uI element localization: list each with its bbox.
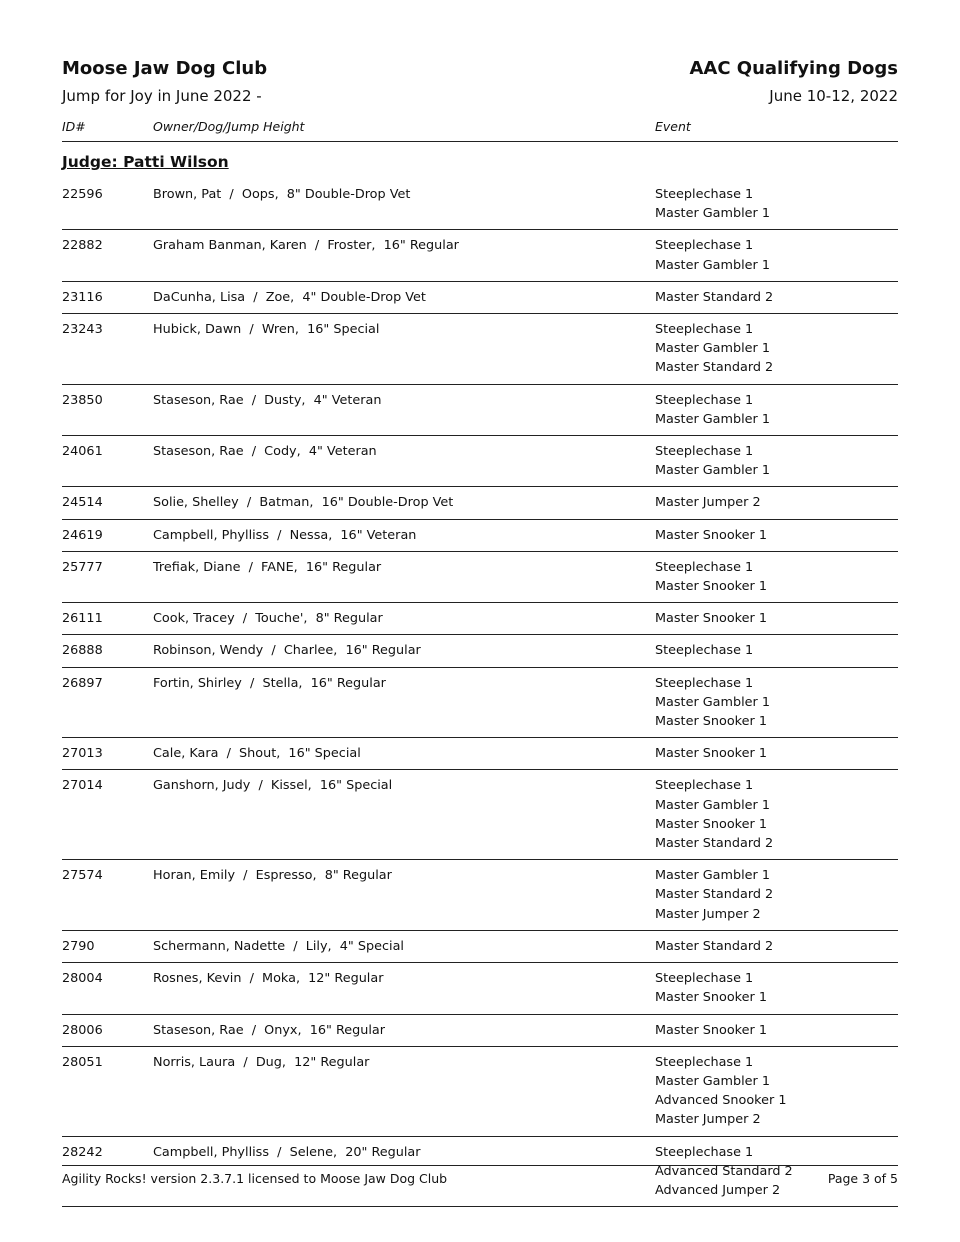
table-row (62, 635, 898, 667)
event-item: Steeplechase 1 (655, 392, 754, 408)
column-header-event: Event (655, 119, 691, 134)
row-id: 28006 (62, 1022, 103, 1038)
row-owner-dog: Brown, Pat / Oops, 8" Double-Drop Vet (153, 187, 411, 202)
table-row (62, 860, 898, 931)
row-owner-dog: Staseson, Rae / Onyx, 16" Regular (153, 1022, 386, 1038)
qualifying-dogs-table (62, 179, 898, 1207)
event-item: Master Jumper 2 (655, 906, 761, 922)
row-events (655, 493, 898, 512)
event-item: Master Standard 2 (655, 289, 774, 305)
table-row (62, 487, 898, 519)
row-id: 26888 (62, 643, 103, 659)
row-owner-dog: Campbell, Phylliss / Nessa, 16" Veteran (153, 527, 417, 543)
row-owner-dog: Trefiak, Diane / FANE, 16" Regular (153, 559, 382, 575)
row-owner-dog: Graham Banman, Karen / Froster, 16" Regular (153, 238, 459, 254)
row-id: 24061 (62, 444, 103, 460)
table-row (62, 314, 898, 385)
software-license: Agility Rocks! version 2.3.7.1 licensed to Moose Jaw Dog Club (62, 1171, 448, 1186)
row-owner-dog: Horan, Emily / Espresso, 8" Regular (153, 868, 392, 884)
page-number: Page 3 of 5 (827, 1171, 898, 1186)
table-row (62, 1047, 898, 1137)
row-events (655, 641, 898, 660)
row-events (655, 1053, 898, 1130)
row-owner-dog: Schermann, Nadette / Lily, 4" Special (153, 938, 404, 954)
row-id: 23116 (62, 289, 103, 305)
row-events (655, 391, 898, 429)
row-events (655, 969, 898, 1007)
event-item: Master Gambler 1 (655, 797, 771, 813)
event-item: Master Snooker 1 (655, 1022, 767, 1038)
report-page (62, 0, 898, 1242)
table-row (62, 436, 898, 487)
event-item: Steeplechase 1 (655, 971, 754, 987)
row-owner-dog: Ganshorn, Judy / Kissel, 16" Special (153, 778, 393, 794)
row-owner-dog: Hubick, Dawn / Wren, 16" Special (153, 322, 380, 338)
row-id: 27014 (62, 778, 103, 794)
row-id: 26897 (62, 675, 103, 691)
row-events (655, 558, 898, 596)
event-item: Master Snooker 1 (655, 579, 767, 595)
event-item: Master Snooker 1 (655, 714, 767, 730)
table-row (62, 552, 898, 603)
table-row (62, 603, 898, 635)
table-row (62, 770, 898, 860)
row-owner-dog: Cale, Kara / Shout, 16" Special (153, 746, 361, 762)
row-owner-dog: DaCunha, Lisa / Zoe, 4" Double-Drop Vet (153, 289, 426, 305)
row-events (655, 236, 898, 274)
event-item: Master Snooker 1 (655, 527, 767, 543)
report-title: AAC Qualifying Dogs (689, 58, 898, 79)
event-item: Steeplechase 1 (655, 1144, 754, 1160)
event-item: Master Gambler 1 (655, 463, 771, 479)
event-item: Master Gambler 1 (655, 206, 771, 222)
event-item: Master Jumper 2 (655, 1112, 761, 1128)
row-id: 25777 (62, 559, 103, 575)
row-owner-dog: Staseson, Rae / Cody, 4" Veteran (153, 444, 377, 460)
event-item: Advanced Standard 2 (655, 1163, 793, 1179)
row-owner-dog: Fortin, Shirley / Stella, 16" Regular (153, 675, 386, 691)
event-item: Steeplechase 1 (655, 1054, 754, 1070)
table-row (62, 179, 898, 230)
event-item: Master Standard 2 (655, 836, 774, 852)
trial-name: Jump for Joy in June 2022 - (62, 87, 262, 105)
table-row (62, 668, 898, 739)
event-item: Master Gambler 1 (655, 694, 771, 710)
table-row (62, 963, 898, 1014)
event-item: Master Gambler 1 (655, 1073, 771, 1089)
row-events (655, 320, 898, 378)
row-owner-dog: Rosnes, Kevin / Moka, 12" Regular (153, 971, 384, 987)
table-row (62, 738, 898, 770)
header-divider (62, 141, 898, 142)
event-item: Master Standard 2 (655, 360, 774, 376)
row-events (655, 442, 898, 480)
event-item: Master Snooker 1 (655, 990, 767, 1006)
row-events (655, 744, 898, 763)
row-events (655, 1021, 898, 1040)
row-events (655, 288, 898, 307)
event-item: Steeplechase 1 (655, 238, 754, 254)
row-id: 28004 (62, 971, 103, 987)
event-item: Master Standard 2 (655, 887, 774, 903)
footer-divider (62, 1165, 898, 1166)
row-id: 23850 (62, 392, 103, 408)
row-owner-dog: Cook, Tracey / Touche', 8" Regular (153, 611, 383, 627)
row-events (655, 526, 898, 545)
event-item: Steeplechase 1 (655, 778, 754, 794)
table-row (62, 1015, 898, 1047)
row-id: 27574 (62, 868, 103, 884)
event-item: Master Gambler 1 (655, 341, 771, 357)
row-id: 22882 (62, 238, 103, 254)
event-item: Master Jumper 2 (655, 495, 761, 511)
row-id: 28051 (62, 1054, 103, 1070)
event-item: Master Snooker 1 (655, 611, 767, 627)
club-name: Moose Jaw Dog Club (62, 58, 268, 79)
event-item: Master Snooker 1 (655, 816, 767, 832)
row-id: 2790 (62, 938, 95, 954)
row-id: 26111 (62, 611, 103, 627)
table-row (62, 230, 898, 281)
judge-heading: Judge: Patti Wilson (62, 153, 229, 171)
row-events (655, 674, 898, 732)
row-id: 27013 (62, 746, 103, 762)
row-owner-dog: Solie, Shelley / Batman, 16" Double-Drop Vet (153, 495, 454, 511)
column-header-id: ID# (62, 119, 86, 134)
event-item: Steeplechase 1 (655, 559, 754, 575)
row-owner-dog: Norris, Laura / Dug, 12" Regular (153, 1054, 370, 1070)
row-owner-dog: Staseson, Rae / Dusty, 4" Veteran (153, 392, 382, 408)
event-item: Steeplechase 1 (655, 675, 754, 691)
row-events (655, 776, 898, 853)
event-item: Advanced Jumper 2 (655, 1182, 781, 1198)
row-id: 22596 (62, 187, 103, 202)
column-header-owner: Owner/Dog/Jump Height (153, 119, 305, 134)
event-item: Steeplechase 1 (655, 444, 754, 460)
row-events (655, 609, 898, 628)
row-id: 28242 (62, 1144, 103, 1160)
event-item: Steeplechase 1 (655, 187, 754, 202)
row-owner-dog: Robinson, Wendy / Charlee, 16" Regular (153, 643, 421, 659)
table-row (62, 520, 898, 552)
row-events (655, 185, 898, 223)
event-item: Master Gambler 1 (655, 257, 771, 273)
row-id: 23243 (62, 322, 103, 338)
row-id: 24619 (62, 527, 103, 543)
event-item: Master Standard 2 (655, 938, 774, 954)
table-row (62, 282, 898, 314)
event-item: Steeplechase 1 (655, 643, 754, 659)
row-events (655, 937, 898, 956)
event-item: Master Gambler 1 (655, 868, 771, 884)
row-events (655, 866, 898, 924)
event-item: Advanced Snooker 1 (655, 1093, 787, 1109)
row-owner-dog: Campbell, Phylliss / Selene, 20" Regular (153, 1144, 421, 1160)
event-item: Steeplechase 1 (655, 322, 754, 338)
event-item: Master Gambler 1 (655, 411, 771, 427)
trial-dates: June 10-12, 2022 (769, 87, 898, 105)
row-id: 24514 (62, 495, 103, 511)
table-row (62, 931, 898, 963)
event-item: Master Snooker 1 (655, 746, 767, 762)
table-row (62, 385, 898, 436)
